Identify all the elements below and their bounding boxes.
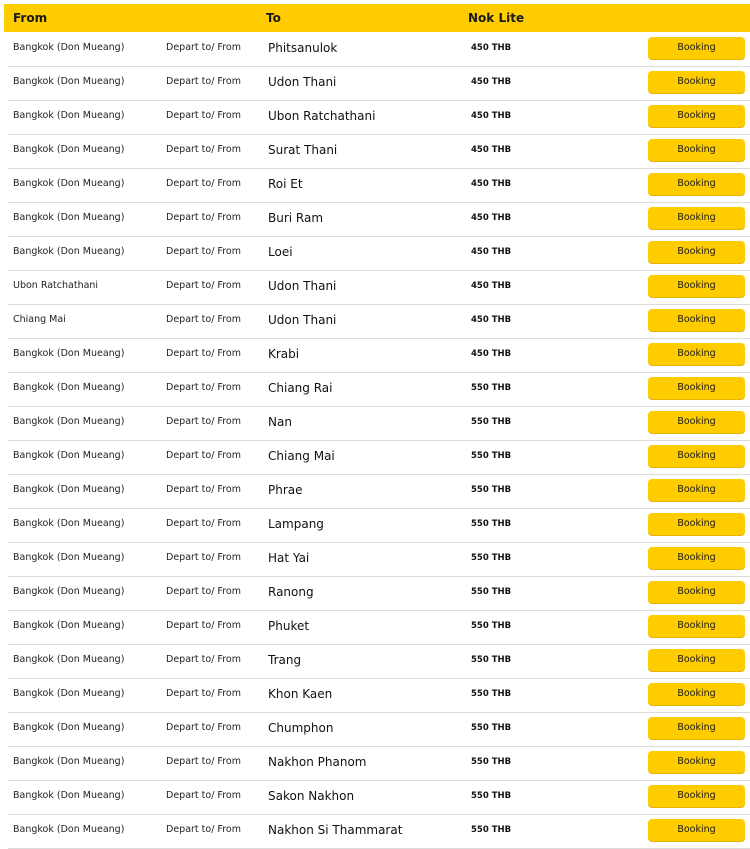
- row-origin: Bangkok (Don Mueang): [13, 688, 125, 699]
- row-origin: Bangkok (Don Mueang): [13, 382, 125, 393]
- row-destination: Nan: [268, 415, 292, 429]
- booking-button[interactable]: Booking: [648, 751, 745, 773]
- row-direction: Depart to/ From: [166, 654, 241, 665]
- booking-button[interactable]: Booking: [648, 547, 745, 569]
- row-price: 450 THB: [471, 247, 512, 257]
- row-origin: Bangkok (Don Mueang): [13, 178, 125, 189]
- booking-button[interactable]: Booking: [648, 37, 745, 59]
- row-price: 550 THB: [471, 553, 512, 563]
- table-header: [4, 4, 750, 32]
- row-origin: Bangkok (Don Mueang): [13, 552, 125, 563]
- row-origin: Bangkok (Don Mueang): [13, 620, 125, 631]
- row-price: 550 THB: [471, 723, 512, 733]
- row-destination: Udon Thani: [268, 279, 337, 293]
- row-price: 450 THB: [471, 179, 512, 189]
- booking-button[interactable]: Booking: [648, 411, 745, 433]
- booking-button[interactable]: Booking: [648, 581, 745, 603]
- table-row: [8, 781, 750, 815]
- row-price: 550 THB: [471, 519, 512, 529]
- booking-button[interactable]: Booking: [648, 139, 745, 161]
- row-direction: Depart to/ From: [166, 314, 241, 325]
- row-direction: Depart to/ From: [166, 178, 241, 189]
- row-origin: Bangkok (Don Mueang): [13, 416, 125, 427]
- table-row: [8, 407, 750, 441]
- row-origin: Bangkok (Don Mueang): [13, 76, 125, 87]
- row-destination: Lampang: [268, 517, 324, 531]
- booking-button[interactable]: Booking: [648, 683, 745, 705]
- row-price: 450 THB: [471, 43, 512, 53]
- row-direction: Depart to/ From: [166, 688, 241, 699]
- row-destination: Hat Yai: [268, 551, 310, 565]
- table-row: [8, 815, 750, 849]
- booking-button[interactable]: Booking: [648, 275, 745, 297]
- row-destination: Nakhon Si Thammarat: [268, 823, 403, 837]
- row-destination: Krabi: [268, 347, 300, 361]
- row-origin: Chiang Mai: [13, 314, 66, 325]
- row-price: 550 THB: [471, 621, 512, 631]
- table-row: [8, 101, 750, 135]
- row-price: 550 THB: [471, 655, 512, 665]
- row-destination: Roi Et: [268, 177, 303, 191]
- row-destination: Phuket: [268, 619, 310, 633]
- booking-button[interactable]: Booking: [648, 309, 745, 331]
- row-direction: Depart to/ From: [166, 790, 241, 801]
- row-origin: Bangkok (Don Mueang): [13, 144, 125, 155]
- row-origin: Bangkok (Don Mueang): [13, 348, 125, 359]
- row-origin: Bangkok (Don Mueang): [13, 790, 125, 801]
- row-price: 450 THB: [471, 281, 512, 291]
- booking-button[interactable]: Booking: [648, 71, 745, 93]
- row-direction: Depart to/ From: [166, 586, 241, 597]
- header-from: From: [13, 11, 48, 25]
- table-row: [8, 475, 750, 509]
- row-direction: Depart to/ From: [166, 450, 241, 461]
- row-price: 450 THB: [471, 315, 512, 325]
- booking-button[interactable]: Booking: [648, 615, 745, 637]
- row-direction: Depart to/ From: [166, 382, 241, 393]
- header-to: To: [266, 11, 281, 25]
- booking-button[interactable]: Booking: [648, 377, 745, 399]
- booking-button[interactable]: Booking: [648, 649, 745, 671]
- row-price: 550 THB: [471, 791, 512, 801]
- row-direction: Depart to/ From: [166, 42, 241, 53]
- row-destination: Khon Kaen: [268, 687, 333, 701]
- booking-button[interactable]: Booking: [648, 173, 745, 195]
- row-origin: Bangkok (Don Mueang): [13, 756, 125, 767]
- row-origin: Bangkok (Don Mueang): [13, 450, 125, 461]
- table-row: [8, 441, 750, 475]
- table-row: [8, 67, 750, 101]
- row-price: 550 THB: [471, 417, 512, 427]
- row-direction: Depart to/ From: [166, 110, 241, 121]
- row-price: 550 THB: [471, 757, 512, 767]
- header-nok-lite: Nok Lite: [468, 11, 525, 25]
- row-price: 550 THB: [471, 383, 512, 393]
- row-direction: Depart to/ From: [166, 76, 241, 87]
- row-origin: Bangkok (Don Mueang): [13, 110, 125, 121]
- row-direction: Depart to/ From: [166, 144, 241, 155]
- table-row: [8, 33, 750, 67]
- table-row: [8, 373, 750, 407]
- row-origin: Bangkok (Don Mueang): [13, 824, 125, 835]
- table-row: [8, 339, 750, 373]
- table-row: [8, 305, 750, 339]
- row-origin: Bangkok (Don Mueang): [13, 246, 125, 257]
- row-direction: Depart to/ From: [166, 552, 241, 563]
- table-row: [8, 203, 750, 237]
- row-direction: Depart to/ From: [166, 416, 241, 427]
- row-direction: Depart to/ From: [166, 348, 241, 359]
- booking-button[interactable]: Booking: [648, 819, 745, 841]
- table-row: [8, 747, 750, 781]
- row-price: 450 THB: [471, 111, 512, 121]
- booking-button[interactable]: Booking: [648, 479, 745, 501]
- row-price: 450 THB: [471, 77, 512, 87]
- row-destination: Buri Ram: [268, 211, 324, 225]
- row-destination: Phitsanulok: [268, 41, 338, 55]
- row-origin: Bangkok (Don Mueang): [13, 722, 125, 733]
- row-destination: Phrae: [268, 483, 303, 497]
- row-price: 550 THB: [471, 451, 512, 461]
- table-row: [8, 509, 750, 543]
- row-price: 450 THB: [471, 349, 512, 359]
- row-origin: Ubon Ratchathani: [13, 280, 99, 291]
- booking-button[interactable]: Booking: [648, 445, 745, 467]
- row-direction: Depart to/ From: [166, 518, 241, 529]
- booking-button[interactable]: Booking: [648, 717, 745, 739]
- table-body: [8, 33, 750, 849]
- row-origin: Bangkok (Don Mueang): [13, 484, 125, 495]
- booking-button[interactable]: Booking: [648, 207, 745, 229]
- row-price: 450 THB: [471, 213, 512, 223]
- row-direction: Depart to/ From: [166, 212, 241, 223]
- row-price: 550 THB: [471, 689, 512, 699]
- table-row: [8, 577, 750, 611]
- row-direction: Depart to/ From: [166, 280, 241, 291]
- row-destination: Loei: [268, 245, 293, 259]
- row-direction: Depart to/ From: [166, 824, 241, 835]
- row-origin: Bangkok (Don Mueang): [13, 212, 125, 223]
- table-row: [8, 679, 750, 713]
- row-destination: Udon Thani: [268, 75, 337, 89]
- row-origin: Bangkok (Don Mueang): [13, 586, 125, 597]
- row-destination: Trang: [268, 653, 302, 667]
- row-destination: Nakhon Phanom: [268, 755, 367, 769]
- table-row: [8, 645, 750, 679]
- table-row: [8, 135, 750, 169]
- row-price: 450 THB: [471, 145, 512, 155]
- table-row: [8, 271, 750, 305]
- booking-button[interactable]: Booking: [648, 513, 745, 535]
- row-direction: Depart to/ From: [166, 722, 241, 733]
- row-direction: Depart to/ From: [166, 484, 241, 495]
- table-row: [8, 611, 750, 645]
- row-destination: Chiang Rai: [268, 381, 333, 395]
- table-row: [8, 169, 750, 203]
- row-destination: Surat Thani: [268, 143, 338, 157]
- row-destination: Chiang Mai: [268, 449, 335, 463]
- table-row: [8, 713, 750, 747]
- row-origin: Bangkok (Don Mueang): [13, 654, 125, 665]
- table-row: [8, 237, 750, 271]
- row-destination: Chumphon: [268, 721, 334, 735]
- row-origin: Bangkok (Don Mueang): [13, 518, 125, 529]
- row-destination: Ubon Ratchathani: [268, 109, 376, 123]
- row-destination: Sakon Nakhon: [268, 789, 355, 803]
- row-price: 550 THB: [471, 485, 512, 495]
- booking-button[interactable]: Booking: [648, 343, 745, 365]
- booking-button[interactable]: Booking: [648, 785, 745, 807]
- row-destination: Ranong: [268, 585, 314, 599]
- booking-button[interactable]: Booking: [648, 105, 745, 127]
- row-direction: Depart to/ From: [166, 756, 241, 767]
- row-direction: Depart to/ From: [166, 246, 241, 257]
- table-row: [8, 543, 750, 577]
- row-price: 550 THB: [471, 587, 512, 597]
- booking-button[interactable]: Booking: [648, 241, 745, 263]
- row-direction: Depart to/ From: [166, 620, 241, 631]
- row-origin: Bangkok (Don Mueang): [13, 42, 125, 53]
- row-destination: Udon Thani: [268, 313, 337, 327]
- row-price: 550 THB: [471, 825, 512, 835]
